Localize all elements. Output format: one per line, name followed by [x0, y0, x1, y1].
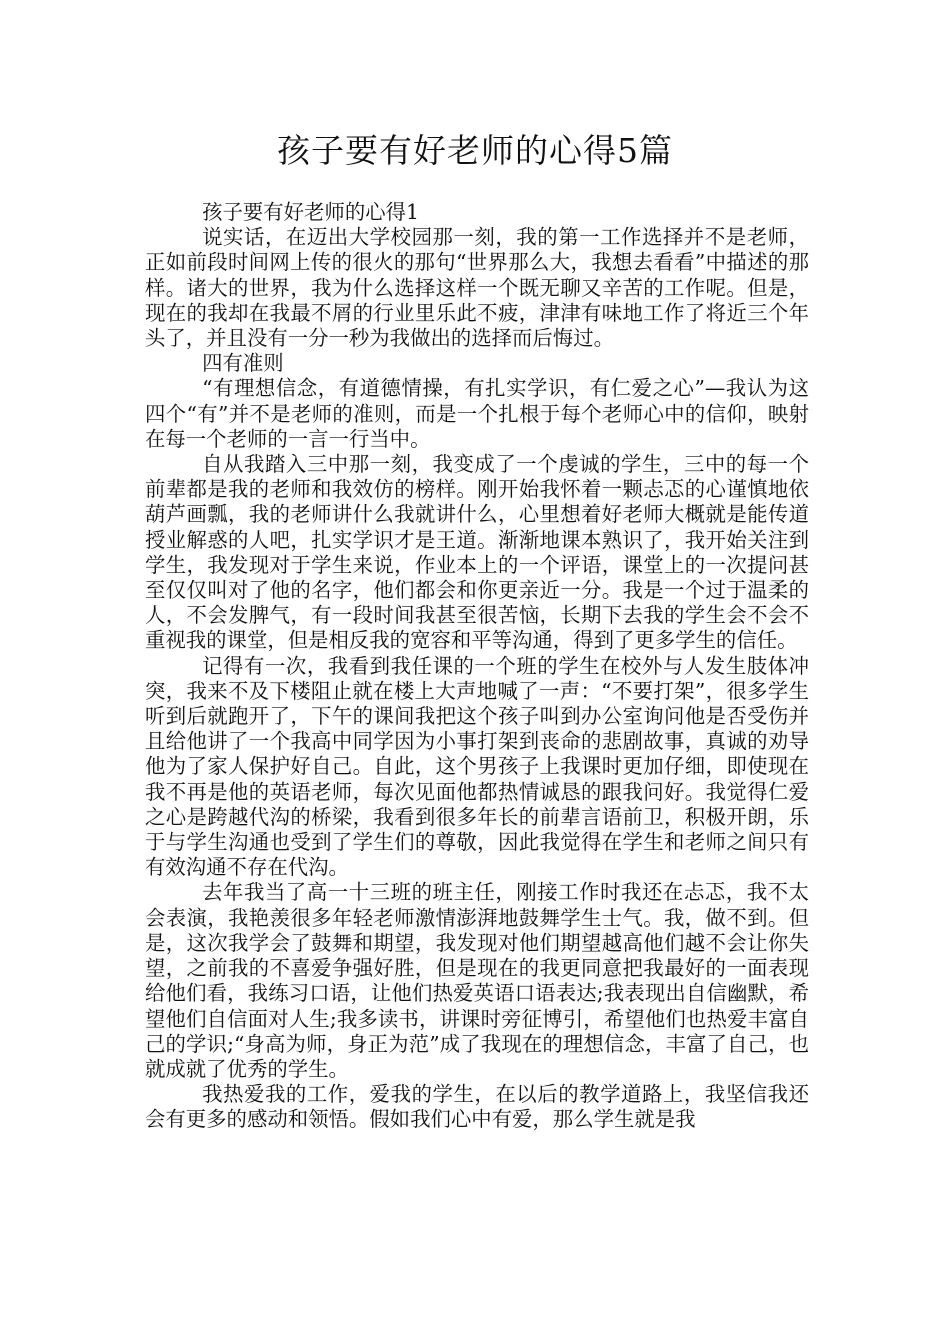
body-paragraph: 说实话，在迈出大学校园那一刻，我的第一工作选择并不是老师，正如前段时间网上传的很火的那句“世界那么大，我想去看看”中描述的那样。诸大的世界，我为什么选择这样一个既无聊又辛苦的工作呢。但是，现在的我却在我最不屑的行业里乐此不疲，津津有味地工作了将近三个年头了，并且没有一分一秒为我做出的选择而后悔过。 [145, 225, 809, 351]
body-paragraph: 我热爱我的工作，爱我的学生，在以后的教学道路上，我坚信我还会有更多的感动和领悟。假如我们心中有爱，那么学生就是我 [145, 1082, 809, 1132]
section-heading: 四有准则 [202, 351, 284, 376]
body-paragraph: 记得有一次，我看到我任课的一个班的学生在校外与人发生肢体冲突，我来不及下楼阻止就在楼上大声地喊了一声：“不要打架”，很多学生听到后就跑开了，下午的课间我把这个孩子叫到办公室询问他是否受伤并且给他讲了一个我高中同学因为小事打架到丧命的悲剧故事，真诚的劝导他为了家人保护好自己。自此，这个男孩子上我课时更加仔细，即使现在我不再是他的英语老师，每次见面他都热情诚恳的跟我问好。我觉得仁爱之心是跨越代沟的桥梁，我看到很多年长的前辈言语前卫，积极开朗，乐于与学生沟通也受到了学生们的尊敬，因此我觉得在学生和老师之间只有有效沟通不存在代沟。 [145, 653, 809, 880]
body-paragraph: 自从我踏入三中那一刻，我变成了一个虔诚的学生，三中的每一个前辈都是我的老师和我效仿的榜样。刚开始我怀着一颗忐忑的心谨慎地依葫芦画瓢，我的老师讲什么我就讲什么，心里想着好老师大概就是能传道授业解惑的人吧，扎实学识才是王道。渐渐地课本熟识了，我开始关注到学生，我发现对于学生来说，作业本上的一个评语，课堂上的一次提问甚至仅仅叫对了他的名字，他们都会和你更亲近一分。我是一个过于温柔的人，不会发脾气，有一段时间我甚至很苦恼，长期下去我的学生会不会不重视我的课堂，但是相反我的宽容和平等沟通，得到了更多学生的信任。 [145, 452, 809, 653]
section-heading: 孩子要有好老师的心得1 [202, 200, 419, 224]
document-body [145, 200, 809, 1133]
document-title: 孩子要有好老师的心得5篇 [277, 131, 673, 170]
body-paragraph: 去年我当了高一十三班的班主任，刚接工作时我还在忐忑，我不太会表演，我艳羡很多年轻老师激情澎湃地鼓舞学生士气。我，做不到。但是，这次我学会了鼓舞和期望，我发现对他们期望越高他们越不会让你失望，之前我的不喜爱争强好胜，但是现在的我更同意把我最好的一面表现给他们看，我练习口语，让他们热爱英语口语表达;我表现出自信幽默，希望他们自信面对人生;我多读书，讲课时旁征博引，希望他们也热爱丰富自己的学识;“身高为师，身正为范”成了我现在的理想信念，丰富了自己，也就成就了优秀的学生。 [145, 880, 809, 1081]
body-paragraph: “有理想信念，有道德情操，有扎实学识，有仁爱之心”—我认为这四个“有”并不是老师的准则，而是一个扎根于每个老师心中的信仰，映射在每一个老师的一言一行当中。 [145, 376, 809, 451]
